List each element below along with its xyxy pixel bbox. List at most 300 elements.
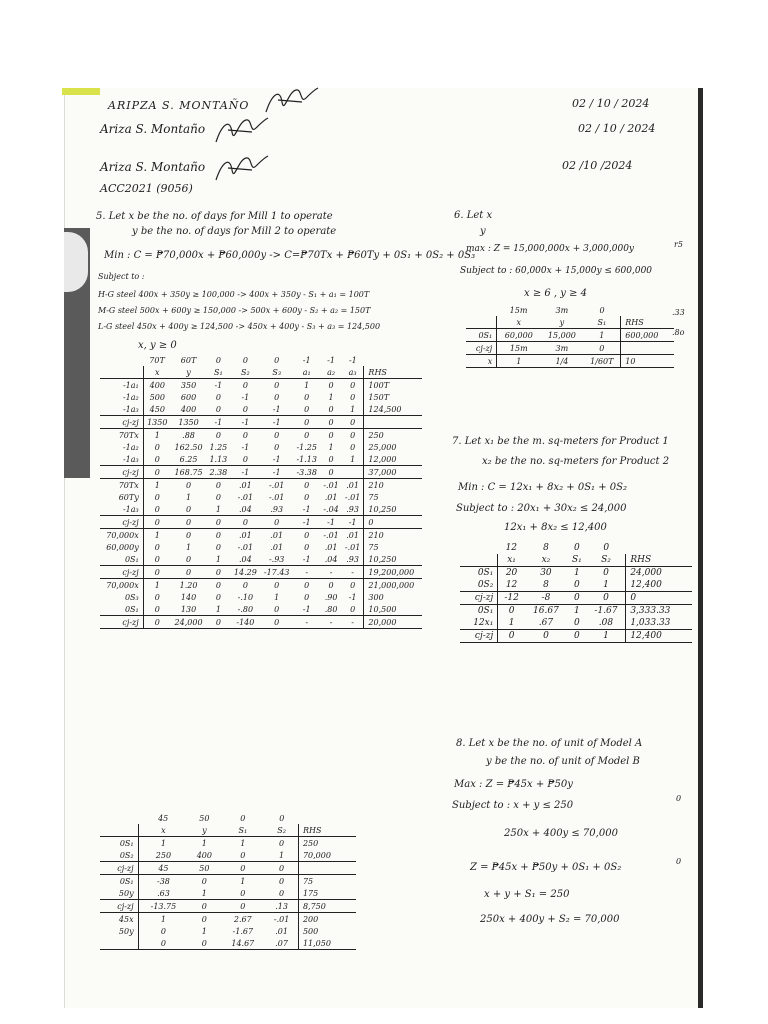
table-cell: .88	[182, 430, 195, 440]
table-cell: 0	[350, 392, 356, 402]
table-cell: 162.50	[174, 442, 203, 452]
table-cell: 150T	[364, 391, 422, 403]
table-cell: -.01	[323, 480, 339, 490]
table-cell: 15,000	[540, 329, 583, 342]
objective-coefficient: 0	[215, 355, 221, 365]
objective-coefficient: -1	[348, 355, 357, 365]
table-cell: 0	[342, 416, 364, 429]
table-cell: 0	[143, 503, 171, 516]
table-cell: 450	[143, 403, 171, 416]
row-label: -1a₂	[100, 441, 143, 453]
table-cell: 0	[328, 380, 334, 390]
table-cell: -	[320, 616, 342, 629]
table-row	[100, 441, 422, 453]
table-row	[460, 630, 692, 643]
row-label: 0S₂	[460, 579, 498, 592]
column-header: S₁	[206, 366, 230, 379]
table-cell: .93	[342, 553, 364, 566]
table-cell: 0	[304, 530, 310, 540]
p7-subject-2: 12x₁ + 8x₂ ≤ 12,400	[504, 522, 607, 533]
table-cell: .01	[275, 926, 288, 936]
table-cell: 1350	[143, 416, 171, 429]
table-cell: 1	[573, 606, 580, 616]
table-cell	[621, 342, 674, 355]
table-cell: 3,333.33	[626, 605, 692, 618]
objective-coefficient: -1	[327, 355, 335, 365]
table-cell: 600	[180, 392, 197, 402]
table-cell: .80	[320, 603, 342, 616]
p8-let-x: 8. Let x be the no. of unit of Model A	[456, 738, 643, 749]
table-cell: 168.75	[171, 466, 206, 479]
table-cell: 0	[215, 530, 221, 540]
p7-let-x2: x₂ be the no. sq-meters for Product 2	[482, 456, 670, 467]
table-row	[100, 453, 422, 466]
p5-constraint-1: H-G steel 400x + 350y ≥ 100,000 -> 400x + 350y - S₁ + a₁ = 100T	[98, 290, 370, 299]
date-3: 02 /10 /2024	[562, 159, 633, 172]
objective-coefficient: 60T	[180, 355, 197, 365]
course-code: ACC2021 (9056)	[100, 182, 193, 195]
table-cell: .01	[346, 480, 359, 490]
table-row	[100, 553, 422, 566]
table-cell: 1	[573, 568, 580, 578]
paper-edge-shadow	[698, 88, 703, 1008]
table-cell: -.04	[320, 503, 342, 516]
table-cell: -	[342, 566, 364, 579]
table-cell: 10,250	[364, 553, 422, 566]
table-row	[460, 579, 692, 592]
table-cell: 1	[342, 453, 364, 466]
table-cell: 0	[242, 580, 248, 590]
table-cell: .01	[239, 530, 252, 540]
table-row	[100, 416, 422, 429]
row-label	[100, 937, 138, 950]
p8-subject-2: 250x + 400y ≤ 70,000	[504, 828, 618, 839]
p8-subject-1: Subject to : x + y ≤ 250	[452, 800, 574, 811]
table-cell: .08	[587, 617, 626, 630]
row-label: cj-zj	[460, 592, 498, 605]
table-cell: 350	[180, 380, 197, 390]
row-label: 50y	[100, 887, 138, 900]
p7-subject-1: Subject to : 20x₁ + 30x₂ ≤ 24,000	[456, 503, 627, 514]
table-row	[466, 329, 674, 342]
table-cell: 0	[220, 862, 265, 875]
table-cell: -1	[230, 466, 260, 479]
table-cell	[364, 416, 422, 429]
p6-conditions: x ≥ 6 , y ≥ 4	[524, 288, 588, 299]
column-header: S₂	[230, 366, 260, 379]
table-cell: .04	[230, 503, 260, 516]
table-cell: 1	[587, 630, 626, 643]
table-cell: 140	[180, 592, 197, 602]
table-cell: .01	[270, 542, 284, 552]
objective-coefficient: 45	[158, 813, 169, 823]
table-cell: 0	[154, 592, 160, 602]
table-cell: 45	[138, 862, 188, 875]
p7-let-x1: 7. Let x₁ be the m. sq-meters for Product 1	[452, 436, 669, 447]
table-cell: 0	[215, 392, 221, 402]
row-label: -1a₂	[100, 391, 143, 403]
row-label: cj-zj	[100, 616, 143, 629]
table-cell: 0	[230, 403, 260, 416]
table-row	[100, 491, 422, 503]
table-cell: 0	[143, 516, 171, 529]
table-cell: .01	[324, 492, 338, 502]
row-label: 60Ty	[100, 491, 143, 503]
row-label: 70,000x	[100, 529, 143, 542]
table-cell: -1.25	[296, 442, 317, 452]
p8-let-y: y be the no. of unit of Model B	[486, 756, 640, 767]
row-label: cj-zj	[100, 466, 143, 479]
table-cell: -.10	[237, 592, 254, 602]
table-cell: 12,400	[626, 579, 692, 592]
objective-coefficient: 8	[543, 543, 549, 553]
table-cell: 75	[298, 875, 356, 888]
table-cell: -1	[342, 516, 364, 529]
column-header: RHS	[626, 554, 692, 567]
table-cell: -	[320, 566, 342, 579]
table-cell: 1.13	[206, 453, 230, 466]
objective-coefficient	[298, 812, 356, 824]
table-cell: -1	[293, 603, 320, 616]
table-cell: 600,000	[621, 329, 674, 342]
margin-mark: r5	[674, 240, 683, 249]
table-cell: 1	[587, 579, 626, 592]
column-header: y	[171, 366, 206, 379]
table-cell: 0	[350, 430, 356, 440]
column-header: a₃	[342, 366, 364, 379]
signature-1	[262, 84, 322, 118]
row-label: 0S₁	[100, 603, 143, 616]
p6-subject: Subject to : 60,000x + 15,000y ≤ 600,000	[460, 266, 653, 276]
row-label: -1a₁	[100, 379, 143, 392]
table-cell: -1	[293, 503, 320, 516]
table-cell: 0	[242, 380, 248, 390]
table-cell: 0	[260, 603, 293, 616]
table-cell: 250	[364, 429, 422, 442]
row-label: cj-zj	[100, 416, 143, 429]
name-line-2: Ariza S. Montaño	[100, 122, 206, 136]
table-row	[100, 566, 422, 579]
table-cell: 30	[540, 568, 552, 578]
table-cell: 0	[587, 592, 626, 605]
table-cell: 200	[298, 913, 356, 926]
table-cell: 0	[525, 630, 567, 643]
sticky-tape	[62, 88, 100, 95]
objective-coefficient	[621, 304, 674, 316]
table-cell: -.01	[237, 542, 254, 552]
table-cell: 19,200,000	[364, 566, 422, 579]
table-row	[100, 925, 356, 937]
row-label: cj-zj	[466, 342, 497, 355]
table-cell: 1.25	[209, 442, 228, 452]
table-cell: 0	[567, 617, 587, 630]
table-cell: -1	[230, 416, 260, 429]
table-cell: .13	[265, 900, 298, 913]
objective-coefficient: -1	[302, 355, 311, 365]
table-cell: 0	[508, 606, 515, 616]
table-cell: -.01	[344, 492, 361, 502]
table-cell: 1	[154, 480, 160, 490]
table-cell: 0	[583, 342, 620, 355]
objective-coefficient	[626, 542, 692, 554]
table-row	[100, 913, 356, 926]
table-cell: 10	[621, 355, 674, 368]
table-cell: 0	[274, 442, 280, 452]
table-row	[100, 541, 422, 553]
table-cell: 1	[265, 849, 298, 862]
p8-objective: Max : Z = ₱45x + ₱50y	[454, 779, 573, 790]
table-cell: 0	[143, 616, 171, 629]
table-cell: 1	[154, 580, 160, 590]
column-header: S₂	[265, 824, 298, 837]
table-cell: 0	[215, 592, 221, 602]
table-cell: 0	[279, 838, 285, 848]
table-cell: 0	[304, 592, 310, 602]
table-cell: 1	[240, 838, 246, 848]
margin-mark: .8o	[672, 328, 685, 337]
row-label: -1a₃	[100, 403, 143, 416]
table-cell: 0	[220, 900, 265, 913]
table-cell: .93	[342, 503, 364, 516]
table-cell: -	[293, 616, 320, 629]
row-label: 70Tx	[100, 429, 143, 442]
table-cell: 0	[188, 900, 220, 913]
table-cell: 50	[188, 862, 220, 875]
table-cell: 0	[154, 442, 160, 452]
p5-let-x: 5. Let x be the no. of days for Mill 1 to operate	[96, 211, 333, 222]
table-cell: 0	[567, 592, 587, 605]
column-header: y	[188, 824, 220, 837]
table-row	[100, 603, 422, 616]
row-label: x	[466, 355, 497, 368]
table-cell: 0	[171, 516, 206, 529]
table-cell: 0	[215, 430, 221, 440]
table-cell: 500	[298, 925, 356, 937]
objective-coefficient: 0	[603, 543, 610, 553]
table-row	[100, 616, 422, 629]
row-label: -1a₃	[100, 503, 143, 516]
table-cell: 210	[364, 479, 422, 492]
table-cell: -1	[293, 516, 320, 529]
row-label: 0S₁	[460, 605, 498, 618]
table-cell: -.93	[260, 553, 293, 566]
table-cell: -1	[260, 466, 293, 479]
p7-objective: Min : C = 12x₁ + 8x₂ + 0S₁ + 0S₂	[458, 482, 628, 493]
table-cell: 70,000	[298, 849, 356, 862]
objective-coefficient: 70T	[149, 355, 165, 365]
table-cell: -1.67	[594, 606, 618, 616]
p5-constraint-3: L-G steel 450x + 400y ≥ 124,500 -> 450x + 400y - S₃ + a₃ = 124,500	[98, 322, 381, 331]
column-header: a₂	[320, 366, 342, 379]
table-cell: .90	[324, 592, 338, 602]
name-line-1: ARIPZA S. MONTAÑO	[108, 99, 250, 112]
row-label: 0S₁	[100, 837, 138, 850]
table-cell: -.01	[268, 492, 285, 502]
table-row	[100, 887, 356, 900]
table-row	[100, 503, 422, 516]
table-cell: 0	[342, 603, 364, 616]
table-cell: 0	[154, 542, 160, 552]
table-cell: 0	[626, 592, 692, 605]
table-cell: 12	[498, 579, 525, 592]
table-cell: 6.25	[171, 453, 206, 466]
table-cell: -.01	[323, 530, 339, 540]
table-cell: 0	[350, 580, 356, 590]
signature-2	[212, 114, 272, 148]
table-cell: 0	[328, 430, 334, 440]
table-cell: -1.13	[293, 453, 320, 466]
table-cell: -1	[320, 516, 342, 529]
objective-coefficient: 0	[240, 813, 246, 823]
table-cell: 0	[242, 430, 248, 440]
table-row	[100, 391, 422, 403]
table-cell: -1	[260, 403, 293, 416]
table-cell: 12,000	[364, 453, 422, 466]
row-label: cj-zj	[100, 862, 138, 875]
table-cell: 1	[206, 503, 230, 516]
margin-mark: 0	[676, 794, 682, 803]
table-cell: 12,400	[626, 630, 692, 643]
table-row	[460, 617, 692, 630]
table-row	[100, 849, 356, 862]
name-line-3: Ariza S. Montaño	[100, 160, 206, 174]
table-cell: 0	[603, 568, 609, 578]
p8-z-equation: Z = ₱45x + ₱50y + 0S₁ + 0S₂	[470, 862, 622, 873]
table-cell: .63	[138, 887, 188, 900]
p5-simplex-table	[100, 354, 422, 629]
table-cell: 1	[328, 392, 334, 402]
table-cell: 0	[154, 492, 160, 502]
table-cell: 0	[567, 579, 587, 592]
table-cell: 60,000	[497, 329, 541, 342]
table-cell: 0	[186, 530, 192, 540]
table-cell: -140	[230, 616, 260, 629]
table-cell: 0	[215, 580, 221, 590]
table-row	[100, 837, 356, 850]
table-cell: -8	[525, 592, 567, 605]
row-label: 0S₂	[100, 849, 138, 862]
table-cell: -1.67	[232, 926, 254, 936]
table-cell: 2.38	[206, 466, 230, 479]
table-cell: -17.43	[260, 566, 293, 579]
table-cell: 1	[154, 530, 160, 540]
table-cell: 1	[206, 553, 230, 566]
date-2: 02 / 10 / 2024	[578, 122, 656, 135]
row-label: cj-zj	[100, 566, 143, 579]
column-header: x	[143, 366, 171, 379]
p6-let-y: y	[480, 226, 486, 237]
table-cell: 8	[525, 579, 567, 592]
table-row	[460, 567, 692, 580]
table-row	[100, 516, 422, 529]
table-cell	[298, 862, 356, 875]
table-cell: 0	[171, 553, 206, 566]
table-cell: -1	[348, 592, 357, 602]
table-cell: 0	[320, 453, 342, 466]
table-row	[100, 937, 356, 950]
signature-3	[212, 152, 272, 186]
p7-simplex-table	[460, 542, 692, 643]
table-cell: 0	[304, 492, 310, 502]
table-cell: 16.67	[533, 606, 559, 616]
table-cell: 1	[154, 430, 160, 440]
table-cell: 2.67	[233, 914, 252, 924]
row-label: -1a₃	[100, 453, 143, 466]
table-cell: 0	[320, 403, 342, 416]
table-cell: 14.29	[230, 566, 260, 579]
table-cell: 1	[201, 838, 207, 848]
table-cell: 75	[364, 491, 422, 503]
table-cell: 0	[206, 566, 230, 579]
column-header: x₂	[525, 554, 567, 567]
table-row	[100, 429, 422, 442]
table-cell: 15m	[497, 342, 541, 355]
table-cell: 0	[171, 566, 206, 579]
table-cell: 1	[342, 403, 364, 416]
table-cell: 175	[298, 887, 356, 900]
table-cell: -1	[206, 416, 230, 429]
table-cell: 0	[567, 630, 587, 643]
table-cell: -1	[214, 380, 223, 390]
column-header: x	[138, 824, 188, 837]
table-row	[466, 342, 674, 355]
table-cell: 8,750	[298, 900, 356, 913]
table-cell: 0	[188, 937, 220, 950]
table-cell: -.01	[344, 542, 361, 552]
table-cell: 0	[350, 380, 356, 390]
table-cell: 1	[240, 876, 246, 886]
table-cell: 1	[583, 329, 620, 342]
table-cell: 0	[143, 566, 171, 579]
table-cell: 0	[201, 914, 207, 924]
table-cell: 0	[328, 580, 334, 590]
table-cell: .01	[270, 530, 284, 540]
table-cell: -12	[498, 592, 525, 605]
table-cell: 0	[215, 480, 221, 490]
table-cell: 0	[201, 876, 207, 886]
table-cell: 0	[260, 616, 293, 629]
table-cell: 210	[364, 529, 422, 542]
table-cell: 1	[328, 442, 334, 452]
table-cell: 37,000	[364, 466, 422, 479]
table-cell: 0	[143, 453, 171, 466]
table-cell: 75	[364, 541, 422, 553]
table-cell: 250	[298, 837, 356, 850]
table-cell: 3m	[540, 342, 583, 355]
p5-objective: Min : C = ₱70,000x + ₱60,000y -> C=₱70Tx + ₱60Ty + 0S₁ + 0S₂ + 0S₃	[104, 250, 476, 261]
row-label: cj-zj	[100, 900, 138, 913]
row-label: 0S₁	[466, 329, 497, 342]
p6-simplex-table	[466, 304, 674, 368]
table-cell: 25,000	[364, 441, 422, 453]
row-label: 45x	[100, 913, 138, 926]
p6-let-x: 6. Let x	[454, 210, 493, 221]
table-cell: 1	[160, 914, 166, 924]
row-label: 50y	[100, 925, 138, 937]
table-cell: 0	[265, 887, 298, 900]
background-object	[64, 232, 88, 292]
table-cell: 1	[160, 838, 166, 848]
table-cell: 0	[215, 542, 221, 552]
table-cell: 0	[304, 430, 310, 440]
table-cell: .04	[230, 553, 260, 566]
table-cell: 1	[186, 492, 192, 502]
column-header: y	[540, 316, 583, 329]
table-cell: 1.20	[179, 580, 198, 590]
table-cell: 0	[143, 466, 171, 479]
row-label: 70,000x	[100, 579, 143, 592]
table-cell: -.01	[268, 480, 285, 490]
